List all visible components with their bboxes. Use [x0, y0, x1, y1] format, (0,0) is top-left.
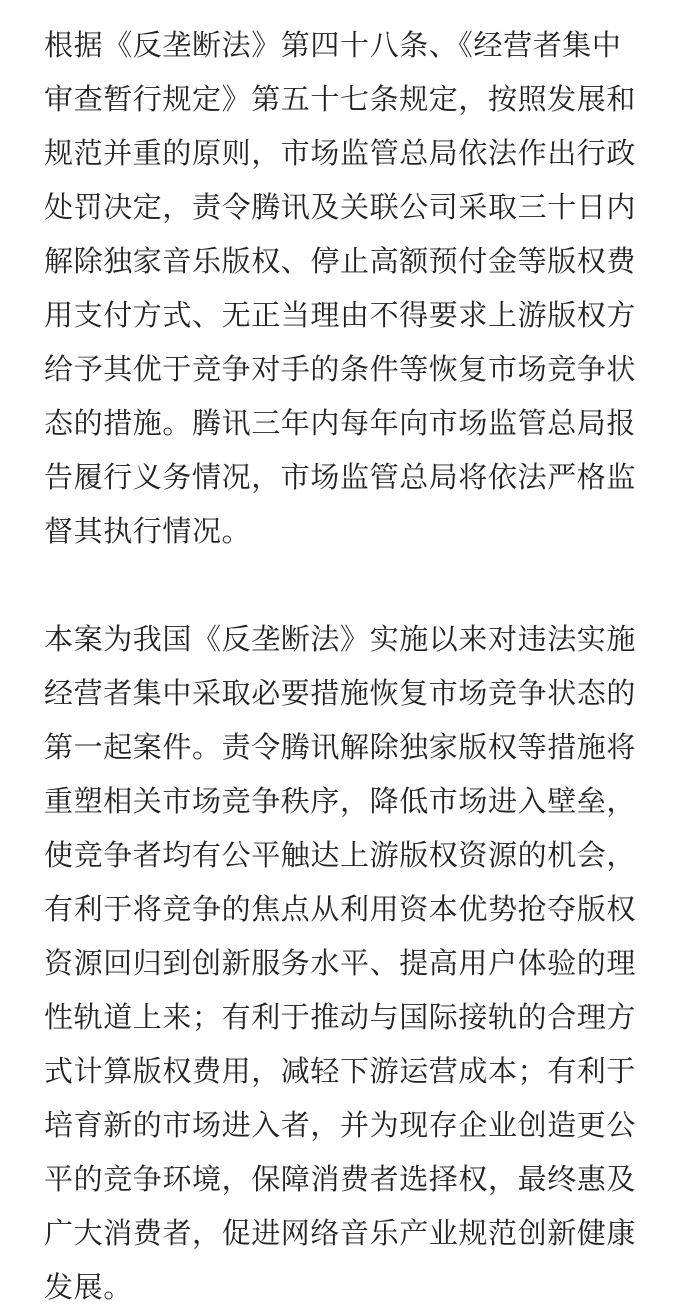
text-line: 第一起案件。责令腾讯解除独家版权等措施将 — [44, 730, 637, 764]
text-line: 处罚决定，责令腾讯及关联公司采取三十日内 — [44, 190, 637, 224]
text-line: 督其执行情况。 — [44, 514, 252, 548]
text-line: 根据《反垄断法》第四十八条、《经营者集中 — [44, 28, 622, 62]
text-line: 培育新的市场进入者，并为现存企业创造更公 — [44, 1108, 637, 1142]
text-line: 给予其优于竞争对手的条件等恢复市场竞争状 — [44, 352, 637, 386]
text-line: 态的措施。腾讯三年内每年向市场监管总局报 — [44, 406, 637, 440]
text-line: 广大消费者，促进网络音乐产业规范创新健康 — [44, 1216, 637, 1250]
text-line: 有利于将竞争的焦点从利用资本优势抢夺版权 — [44, 892, 637, 926]
text-line: 发展。 — [44, 1270, 133, 1304]
text-line: 经营者集中采取必要措施恢复市场竞争状态的 — [44, 676, 637, 710]
text-line: 性轨道上来；有利于推动与国际接轨的合理方 — [44, 1000, 637, 1034]
text-line: 使竞争者均有公平触达上游版权资源的机会， — [44, 838, 637, 872]
text-line: 本案为我国《反垄断法》实施以来对违法实施 — [44, 622, 637, 656]
text-line: 平的竞争环境，保障消费者选择权，最终惠及 — [44, 1162, 637, 1196]
text-line: 资源回归到创新服务水平、提高用户体验的理 — [44, 946, 637, 980]
paragraph-penalty-decision — [44, 18, 658, 558]
text-line: 告履行义务情况，市场监管总局将依法严格监 — [44, 460, 637, 494]
text-line: 审查暂行规定》第五十七条规定，按照发展和 — [44, 82, 637, 116]
text-line: 解除独家音乐版权、停止高额预付金等版权费 — [44, 244, 637, 278]
text-line: 规范并重的原则，市场监管总局依法作出行政 — [44, 136, 637, 170]
paragraph-spacer — [44, 558, 658, 612]
text-line: 重塑相关市场竞争秩序，降低市场进入壁垒， — [44, 784, 637, 818]
text-line: 式计算版权费用，减轻下游运营成本；有利于 — [44, 1054, 637, 1088]
text-line: 用支付方式、无正当理由不得要求上游版权方 — [44, 298, 637, 332]
paragraph-case-significance — [44, 612, 658, 1314]
